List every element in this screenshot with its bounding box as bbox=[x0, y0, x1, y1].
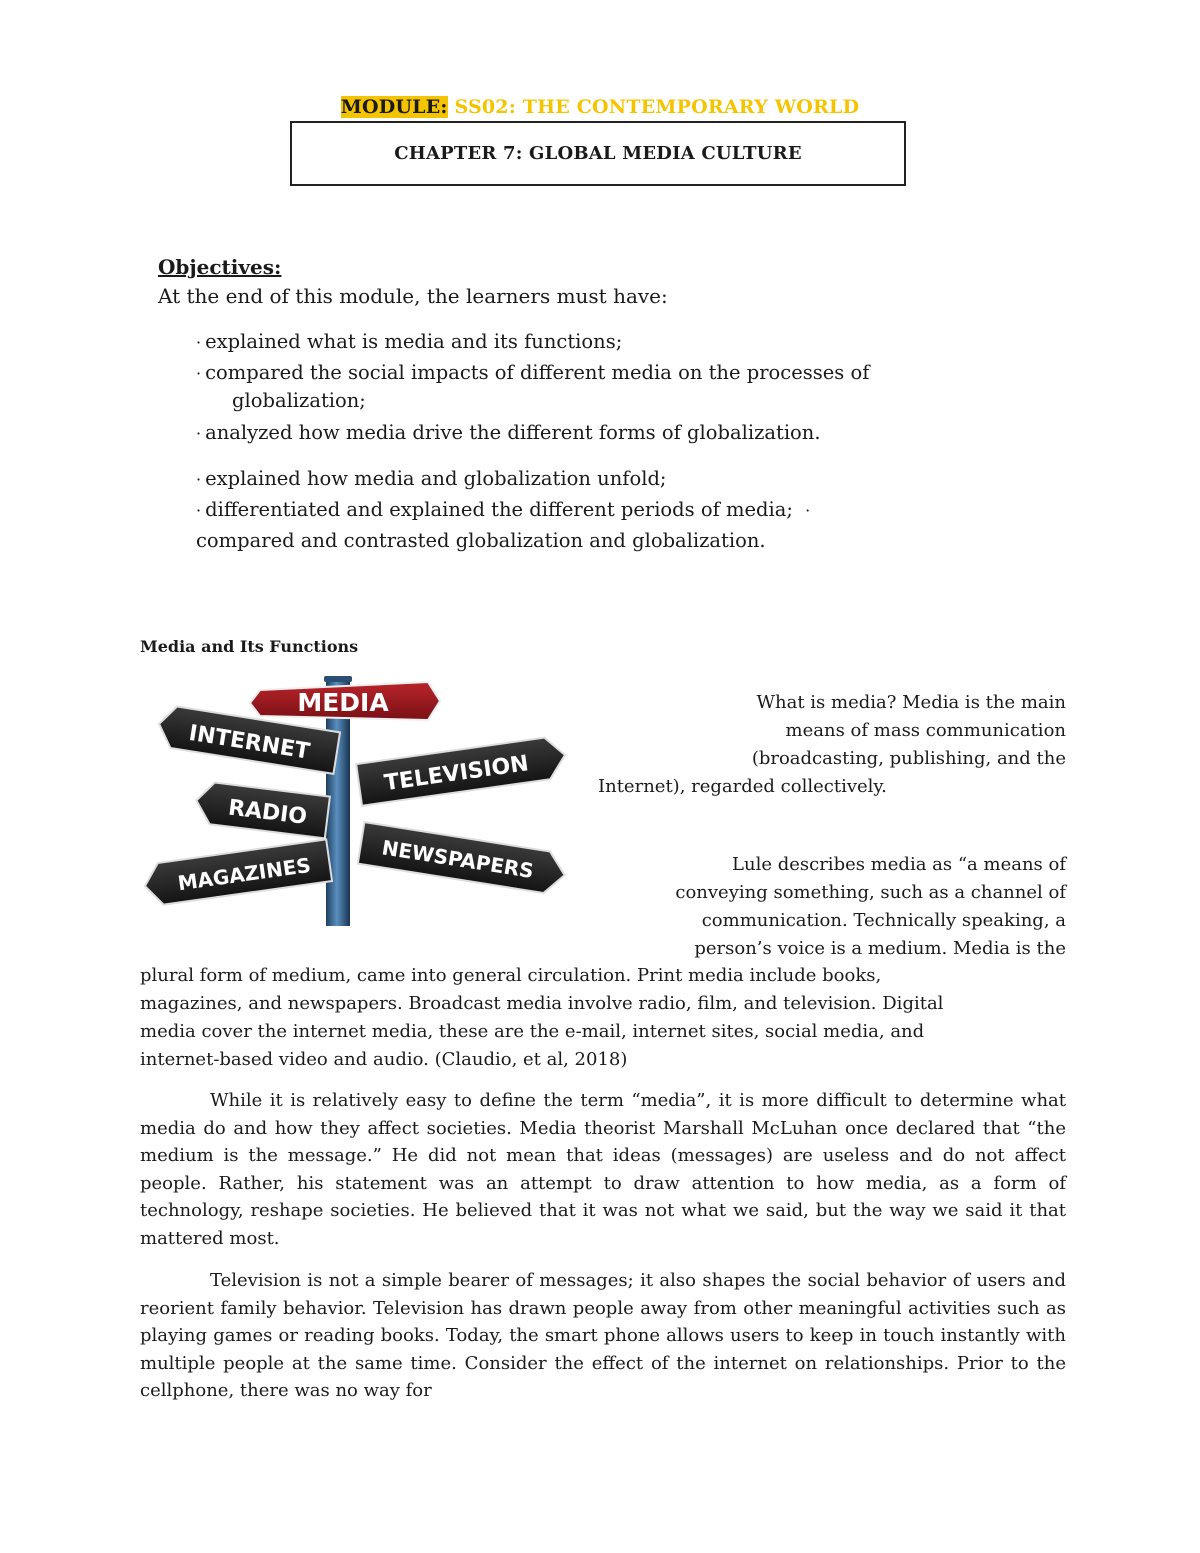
sign-television-label: TELEVISION bbox=[382, 751, 531, 797]
chapter-title-box bbox=[290, 121, 906, 186]
sign-television bbox=[356, 735, 568, 806]
bullet-icon: · bbox=[805, 501, 811, 520]
module-header bbox=[300, 96, 900, 118]
bullet-icon: · bbox=[196, 470, 202, 489]
para1-line: means of mass communication bbox=[785, 720, 1066, 741]
para1-line: (broadcasting, publishing, and the bbox=[751, 748, 1066, 769]
module-label: MODULE: bbox=[340, 96, 448, 118]
paragraph-mcluhan-text: While it is relatively easy to define the term “media”, it is more difficult to determine what media do and how they affect societies. Media theorist Marshall McLuhan once declared that “the medium is the message.” He did not mean that ideas (messages) are useless and do not affect people. Rather, his statement was an attempt to draw attention to how media, as a form of technology, reshape societies. He believed that it was not what we said, but the way we said it that mattered most. bbox=[140, 1090, 1066, 1249]
sign-magazines-label: MAGAZINES bbox=[176, 852, 313, 896]
para2-line: person’s voice is a medium. Media is the bbox=[694, 938, 1066, 959]
sign-magazines bbox=[142, 839, 332, 906]
sign-media-label: MEDIA bbox=[297, 688, 389, 717]
bullet-icon: · bbox=[196, 333, 202, 352]
objective-item: · explained how media and globalization unfold; bbox=[196, 467, 667, 490]
bullet-icon: · bbox=[196, 364, 202, 383]
sign-media bbox=[250, 682, 440, 720]
module-title: SS02: THE CONTEMPORARY WORLD bbox=[454, 96, 860, 118]
para2-full-line: plural form of medium, came into general circulation. Print media include books, bbox=[140, 965, 882, 986]
sign-radio-label: RADIO bbox=[226, 795, 309, 830]
para1-line: What is media? Media is the main bbox=[756, 692, 1066, 713]
objective-item: · analyzed how media drive the different forms of globalization. bbox=[196, 421, 821, 444]
objective-item: · explained what is media and its functions; bbox=[196, 330, 623, 353]
section-heading: Media and Its Functions bbox=[140, 637, 359, 656]
media-signpost-illustration bbox=[138, 668, 578, 926]
bullet-icon: · bbox=[196, 501, 202, 520]
objective-item-continued: compared and contrasted globalization and globalization. bbox=[196, 529, 766, 552]
sign-radio bbox=[194, 781, 330, 839]
objective-item-continued: globalization; bbox=[232, 389, 366, 412]
para2-line: conveying something, such as a channel of bbox=[675, 882, 1066, 903]
paragraph-television-text: Television is not a simple bearer of messages; it also shapes the social behavior of users and reorient family behavior. Television has drawn people away from other meaningful activities such as playing games or reading books. Today, the smart phone allows users to keep in touch instantly with multiple people at the same time. Consider the effect of the internet on relationships. Prior to the cellphone, there was no way for bbox=[140, 1270, 1066, 1402]
para2-line: communication. Technically speaking, a bbox=[701, 910, 1066, 931]
bullet-icon: · bbox=[196, 424, 202, 443]
paragraph-mcluhan bbox=[140, 1087, 1066, 1253]
para2-full-line: internet-based video and audio. (Claudio, et al, 2018) bbox=[140, 1049, 628, 1070]
para1-line: Internet), regarded collectively. bbox=[598, 776, 887, 797]
objectives-intro: At the end of this module, the learners must have: bbox=[158, 284, 668, 308]
sign-newspapers-label: NEWSPAPERS bbox=[380, 835, 536, 884]
chapter-title: CHAPTER 7: GLOBAL MEDIA CULTURE bbox=[394, 143, 802, 164]
objective-item: · compared the social impacts of different media on the processes of bbox=[196, 361, 870, 384]
para2-line: Lule describes media as “a means of bbox=[732, 854, 1066, 875]
para2-full-line: magazines, and newspapers. Broadcast media involve radio, film, and television. Digital bbox=[140, 993, 944, 1014]
para2-full-line: media cover the internet media, these are the e-mail, internet sites, social media, and bbox=[140, 1021, 925, 1042]
objectives-heading: Objectives: bbox=[158, 255, 282, 279]
objective-item: · differentiated and explained the different periods of media; · bbox=[196, 498, 811, 521]
sign-newspapers bbox=[358, 822, 568, 896]
sign-internet-label: INTERNET bbox=[187, 720, 312, 765]
paragraph-television bbox=[140, 1267, 1066, 1405]
